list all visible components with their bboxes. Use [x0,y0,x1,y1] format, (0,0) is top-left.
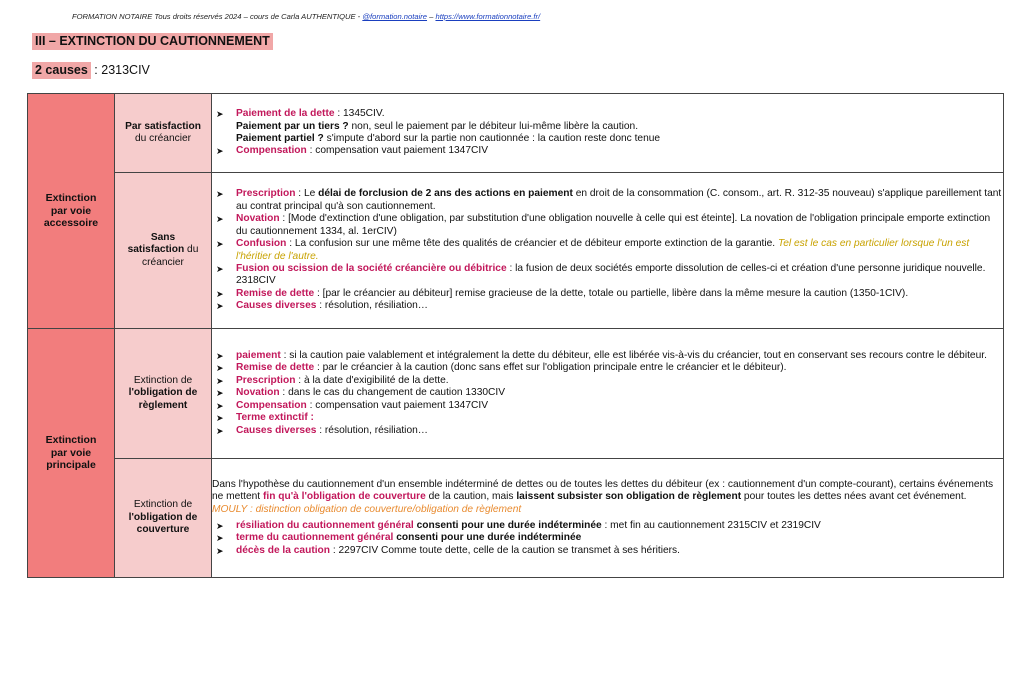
arrow-bullet-icon: ➤ [216,425,224,436]
table-row [28,329,1004,459]
page-header [72,12,540,21]
arrow-bullet-icon: ➤ [216,533,224,544]
arrow-bullet-icon: ➤ [216,239,224,250]
list-item: ➤ décès de la caution : 2297CIV Comme toute dette, celle de la caution se transmet à ses héritiers. [216,544,680,556]
subcategory-sans-satisfaction: Sans satisfaction du créancier [115,173,212,329]
list-item: ➤ Compensation : compensation vaut paiement 1347CIV [216,145,488,157]
causes-label: 2 causes [32,62,91,79]
list-item: ➤ Compensation : compensation vaut paiement 1347CIV [216,399,488,411]
list-item: ➤ Remise de dette : [par le créancier au débiteur] remise gracieuse de la dette, totale ou partielle, libère dans la même mesure la caution (1350-1CIV). [216,287,909,299]
couverture-intro: Dans l'hypothèse du cautionnement d'un ensemble indéterminé de dettes ou de toutes les dettes du débiteur (ex : cautionnement d'un compte-courant), certains événements ne mettent fin qu'à l'obligation de couverture de la caution, mais laissent subsister son obligation de règlement pour toutes les dettes nées avant cet événement. MOULY : distinction obligation de couverture/obligation de règlement [212,478,994,515]
arrow-bullet-icon: ➤ [216,400,224,411]
list-item: ➤ Novation : dans le cas du changement de caution 1330CIV [216,387,506,399]
table-row [28,173,1004,329]
bullet-list [212,350,1003,437]
arrow-bullet-icon: ➤ [216,363,224,374]
arrow-bullet-icon: ➤ [216,301,224,312]
list-item: ➤ Novation : [Mode d'extinction d'une obligation, par substitution d'une obligation nouvelle à celle qui est éteinte]. La novation de l'obligation principale emporte extinction du cautionnement 1334, al. 1erCIV) [216,213,991,237]
bullet-list [212,188,1003,312]
subcategory-reglement: Extinction de l'obligation de règlement [115,329,212,459]
bullet-list [212,108,1003,158]
list-item: ➤ Fusion ou scission de la société créancière ou débitrice : la fusion de deux sociétés emporte dissolution de celles-ci et création d'une personne juridique nouvelle. 2318CIV [216,262,986,287]
header-text: FORMATION NOTAIRE Tous droits réservés 2024 – cours de Carla AUTHENTIQUE - [72,12,363,21]
causes-line [32,63,150,77]
arrow-bullet-icon: ➤ [216,214,224,225]
list-item: ➤ Confusion : La confusion sur une même tête des qualités de créancier et de débiteur emporte extinction de la garantie. Tel est le cas en particulier lorsque l'un est l'héritier de l'autre. [216,238,970,262]
content-reglement [212,329,1004,459]
arrow-bullet-icon: ➤ [216,545,224,556]
list-item: ➤ paiement : si la caution paie valablement et intégralement la dette du débiteur, elle est libérée vis-à-vis du créancier, tout en conservant ses recours contre le débiteur. [216,350,987,362]
arrow-bullet-icon: ➤ [216,413,224,424]
list-item: ➤ Terme extinctif : [216,412,314,424]
website-link[interactable]: https://www.formationnotaire.fr/ [435,12,541,21]
extinction-table [27,93,1004,578]
category-accessoire: Extinction par voie accessoire [28,94,115,329]
content-sans-satisfaction [212,173,1004,329]
arrow-bullet-icon: ➤ [216,288,224,299]
list-item: ➤ résiliation du cautionnement général consenti pour une durée indéterminée : met fin au cautionnement 2315CIV et 2319CIV [216,520,821,531]
causes-separator: : [90,63,102,77]
arrow-bullet-icon: ➤ [216,109,224,120]
list-item: ➤ terme du cautionnement général consenti pour une durée indéterminée [216,532,582,544]
list-item: ➤ Prescription : à la date d'exigibilité de la dette. [216,374,449,386]
list-item: ➤ Causes diverses : résolution, résiliation… [216,300,428,312]
content-par-satisfaction [212,94,1004,173]
arrow-bullet-icon: ➤ [216,388,224,399]
causes-ref: 2313CIV [101,63,150,77]
arrow-bullet-icon: ➤ [216,189,224,200]
list-item: ➤ Prescription : Le délai de forclusion de 2 ans des actions en paiement en droit de la consommation (C. consom., art. R. 312-35 nouveau) s'applique pareillement tant au contrat principal qu'à son cautionnement. [216,188,1002,212]
header-separator: – [427,12,436,21]
table-row [28,459,1004,578]
table-row [28,94,1004,173]
instagram-link[interactable]: @formation.notaire [362,12,428,21]
category-principale: Extinction par voie principale [28,329,115,578]
content-couverture [212,459,1004,578]
list-item: ➤ Paiement de la dette : 1345CIV. Paiement par un tiers ? non, seul le paiement par le débiteur lui-même libère la caution. Paiement partiel ? s'impute d'abord sur la partie non cautionnée : la caution reste donc tenue [216,108,661,144]
section-title: III – EXTINCTION DU CAUTIONNEMENT [32,33,273,50]
arrow-bullet-icon: ➤ [216,146,224,157]
arrow-bullet-icon: ➤ [216,263,224,274]
arrow-bullet-icon: ➤ [216,521,224,531]
subcategory-couverture: Extinction de l'obligation de couverture [115,459,212,578]
bullet-list [212,520,1003,557]
arrow-bullet-icon: ➤ [216,375,224,386]
arrow-bullet-icon: ➤ [216,351,224,362]
subcategory-par-satisfaction: Par satisfaction du créancier [115,94,212,173]
list-item: ➤ Remise de dette : par le créancier à la caution (donc sans effet sur l'obligation principale entre le créancier et le débiteur). [216,362,787,374]
list-item: ➤ Causes diverses : résolution, résiliation… [216,424,428,436]
